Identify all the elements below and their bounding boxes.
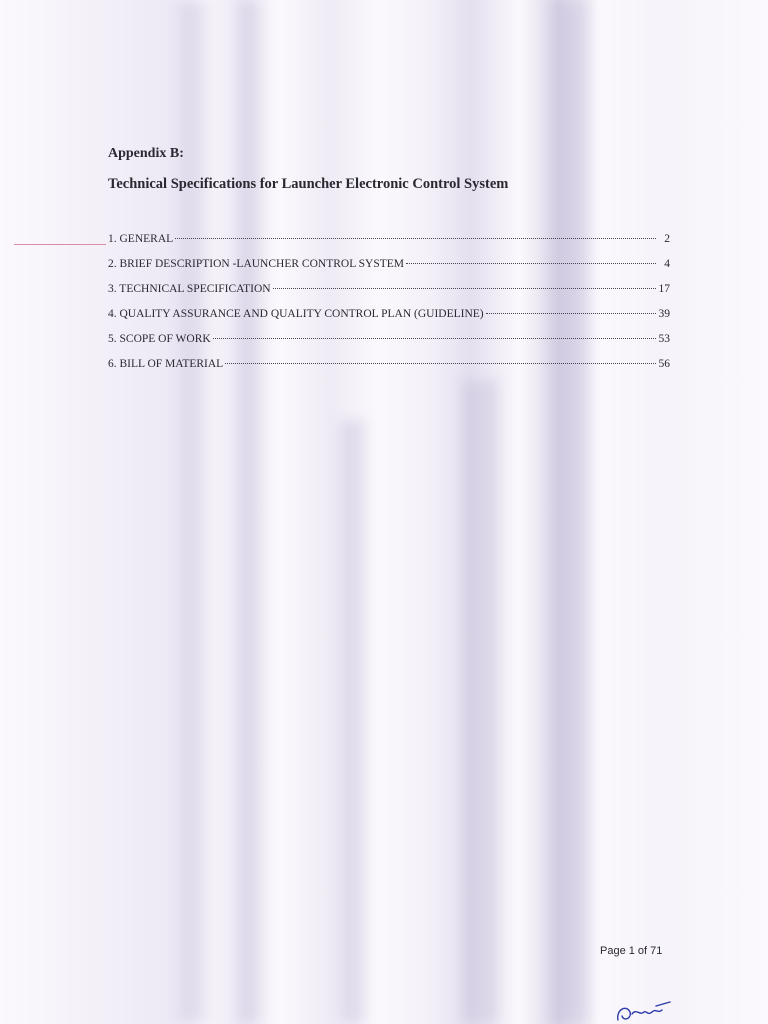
scan-streak [340, 420, 364, 1024]
toc-item-page: 4 [664, 258, 670, 270]
scan-streak [462, 380, 498, 1024]
toc-item-label: 4. QUALITY ASSURANCE AND QUALITY CONTROL PLAN (GUIDELINE) [108, 308, 484, 320]
toc-item [108, 283, 670, 308]
toc-item-page: 53 [658, 333, 670, 345]
table-of-contents [108, 233, 670, 383]
toc-item-page: 2 [664, 233, 670, 245]
signature-icon [612, 994, 682, 1024]
toc-item-label: 2. BRIEF DESCRIPTION -LAUNCHER CONTROL SYSTEM [108, 258, 405, 270]
toc-item [108, 308, 670, 333]
toc-item [108, 233, 670, 258]
scan-streak [548, 0, 588, 1024]
toc-dot-leader [273, 288, 656, 289]
toc-item-page: 56 [658, 358, 670, 370]
toc-item [108, 358, 670, 383]
page-number: Page 1 of 71 [600, 945, 663, 957]
toc-dot-leader [406, 263, 656, 264]
margin-mark [14, 244, 106, 245]
toc-item [108, 333, 670, 358]
scan-streak [238, 0, 260, 1024]
toc-dot-leader [486, 313, 656, 314]
toc-item-label: 6. BILL OF MATERIAL [108, 358, 224, 370]
toc-item-label: 1. GENERAL [108, 233, 174, 245]
toc-dot-leader [213, 338, 656, 339]
toc-dot-leader [225, 363, 656, 364]
toc-item-label: 3. TECHNICAL SPECIFICATION [108, 283, 271, 295]
toc-item [108, 258, 670, 283]
toc-dot-leader [175, 238, 656, 239]
appendix-label: Appendix B: [108, 146, 184, 161]
document-title: Technical Specifications for Launcher Electronic Control System [108, 176, 509, 192]
toc-item-page: 39 [658, 308, 670, 320]
toc-item-label: 5. SCOPE OF WORK [108, 333, 211, 345]
toc-item-page: 17 [658, 283, 670, 295]
